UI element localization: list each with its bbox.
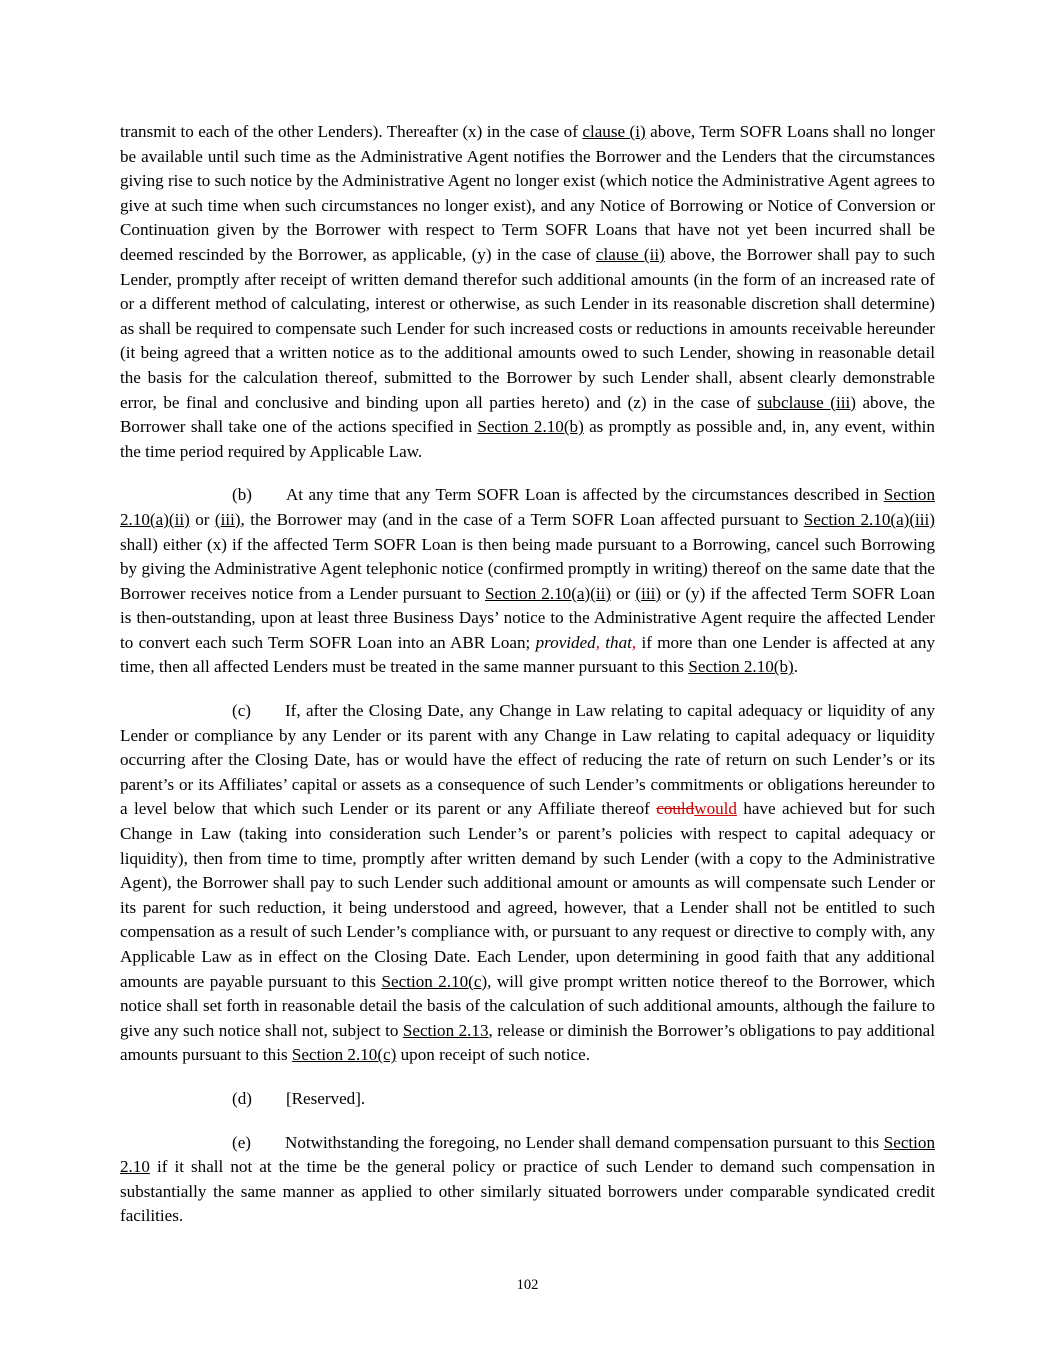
section-reference: Section 2.10 — [120, 1132, 935, 1177]
body-text: . — [793, 657, 799, 677]
para-c — [120, 699, 935, 1068]
body-text: [Reserved]. — [285, 1088, 366, 1108]
section-reference: Section 2.13 — [402, 1020, 489, 1040]
inserted-text: would — [694, 799, 737, 819]
section-reference: (iii) — [635, 583, 662, 603]
paragraph-label: (d) — [232, 1088, 252, 1108]
body-text: or — [189, 509, 215, 529]
section-reference: Section 2.10(a)(ii) — [484, 583, 612, 603]
body-text: upon receipt of such notice. — [396, 1045, 590, 1065]
body-text: Notwithstanding the foregoing, no Lender shall demand compensation pursuant to this — [284, 1132, 884, 1152]
section-reference: Section 2.10(a)(iii) — [803, 509, 935, 529]
italic-text: provided — [535, 632, 596, 652]
body-text: above, Term SOFR Loans shall no longer be available until such time as the Administrative Agent notifies the Borrower and the Lenders that the circumstances giving rise to such notice by the Administrative Agent no longer exist (which notice the Administrative Agent agrees to give at such time when such circumstances no longer exist), and any Notice of Borrowing or Notice of Conversion or Continuation given by the Borrower with respect to Term SOFR Loans that have not yet been incurred shall be deemed rescinded by the Borrower, as applicable, (y) in the case of — [120, 122, 935, 264]
section-reference: Section 2.10(b) — [477, 417, 584, 437]
body-text: , will give prompt written notice thereof to the Borrower, which notice shall set forth in reasonable detail the basis of the calculation of such additional amounts, although the failure to give any such notice shall not, subject to — [120, 971, 935, 1040]
body-text: above, the Borrower shall take one of the actions specified in — [120, 392, 935, 437]
section-reference: clause (ii) — [595, 244, 665, 264]
section-reference: Section 2.10(c) — [381, 971, 488, 991]
body-text: If, after the Closing Date, any Change in Law relating to capital adequacy or liquidity of any Lender or compliance by any Lender or its parent with any Change in Law relating to capital adequacy or liquidity occurring after the Closing Date, has or would have the effect of reducing the rate of return on such Lender’s or its parent’s or its Affiliates’ capital or assets as a consequence of such Lender’s commitments or obligations hereunder to a level below that which such Lender or its parent or any Affiliate thereof — [120, 701, 935, 819]
body-text: as promptly as possible and, in, any event, within the time period required by Applicable Law. — [120, 417, 935, 461]
para-b — [120, 483, 935, 680]
body-text: if more than one Lender is affected at any time, then all affected Lenders must be treated in the same manner pursuant to this — [120, 632, 935, 677]
para-continuation — [120, 120, 935, 464]
paragraph-container — [120, 120, 935, 1229]
para-d — [120, 1087, 935, 1112]
body-text: or — [611, 583, 636, 603]
body-text: , the Borrower may (and in the case of a Term SOFR Loan affected pursuant to — [240, 509, 804, 529]
document-body — [120, 120, 935, 1229]
section-reference: (iii) — [214, 509, 241, 529]
paragraph-label: (b) — [232, 485, 252, 505]
page-footer — [0, 1277, 1055, 1294]
body-text: have achieved but for such Change in Law (taking into consideration such Lender’s or parent’s policies with respect to capital adequacy or liquidity), then from time to time, promptly after written demand by such Lender (with a copy to the Administrative Agent), the Borrower shall pay to such Lender such additional amount or amounts as will compensate such Lender or its parent for such reduction, it being understood and agreed, however, that a Lender shall not be entitled to such compensation as a result of such Lender’s compliance with, or pursuant to any request or directive to comply with, any Applicable Law as in effect on the Closing Date. Each Lender, upon determining in good faith that any additional amounts are payable pursuant to this — [120, 799, 936, 991]
page-number: 102 — [516, 1277, 539, 1293]
body-text: shall) either (x) if the affected Term SOFR Loan is then being made pursuant to a Borrowing, cancel such Borrowing by giving the Administrative Agent telephonic notice (confirmed promptly in writing) thereof on the same date that the Borrower receives notice from a Lender pursuant to — [120, 534, 935, 603]
section-reference: Section 2.10(a)(ii) — [120, 485, 935, 529]
section-reference: clause (i) — [582, 122, 646, 141]
deleted-text: could — [656, 799, 695, 819]
body-text: , release or diminish the Borrower’s obligations to pay additional amounts pursuant to this — [120, 1020, 936, 1065]
inserted-text: , — [631, 632, 637, 652]
inserted-text: , — [595, 632, 600, 652]
body-text: above, the Borrower shall pay to such Lender, promptly after receipt of written demand therefor such additional amounts (in the form of an increased rate of or a different method of calculating, interest or otherwise, as such Lender in its reasonable discretion shall determine) as shall be required to compensate such Lender for such increased costs or reductions in amounts receivable hereunder (it being agreed that a written notice as to the additional amounts owed to such Lender, showing in reasonable detail the basis for the calculation thereof, submitted to the Borrower by such Lender shall, absent clearly demonstrable error, be final and conclusive and binding upon all parties hereto) and (z) in the case of — [120, 244, 935, 412]
body-text: or (y) if the affected Term SOFR Loan is then-outstanding, upon at least three Business Days’ notice to the Administrative Agent require the affected Lender to convert each such Term SOFR Loan into an ABR Loan; — [120, 583, 935, 652]
section-reference: subclause (iii) — [757, 392, 856, 412]
section-reference: Section 2.10(b) — [688, 657, 794, 677]
body-text: At any time that any Term SOFR Loan is affected by the circumstances described in — [285, 485, 884, 505]
body-text: if it shall not at the time be the general policy or practice of such Lender to demand such compensation in substantially the same manner as applied to other similarly situated borrowers under comparable syndicated credit facilities. — [120, 1157, 935, 1226]
para-e — [120, 1131, 935, 1229]
paragraph-label: (e) — [232, 1132, 251, 1152]
italic-text: that — [600, 632, 632, 652]
body-text: transmit to each of the other Lenders). Thereafter (x) in the case of — [120, 122, 583, 141]
paragraph-label: (c) — [232, 701, 251, 721]
section-reference: Section 2.10(c) — [291, 1045, 397, 1065]
